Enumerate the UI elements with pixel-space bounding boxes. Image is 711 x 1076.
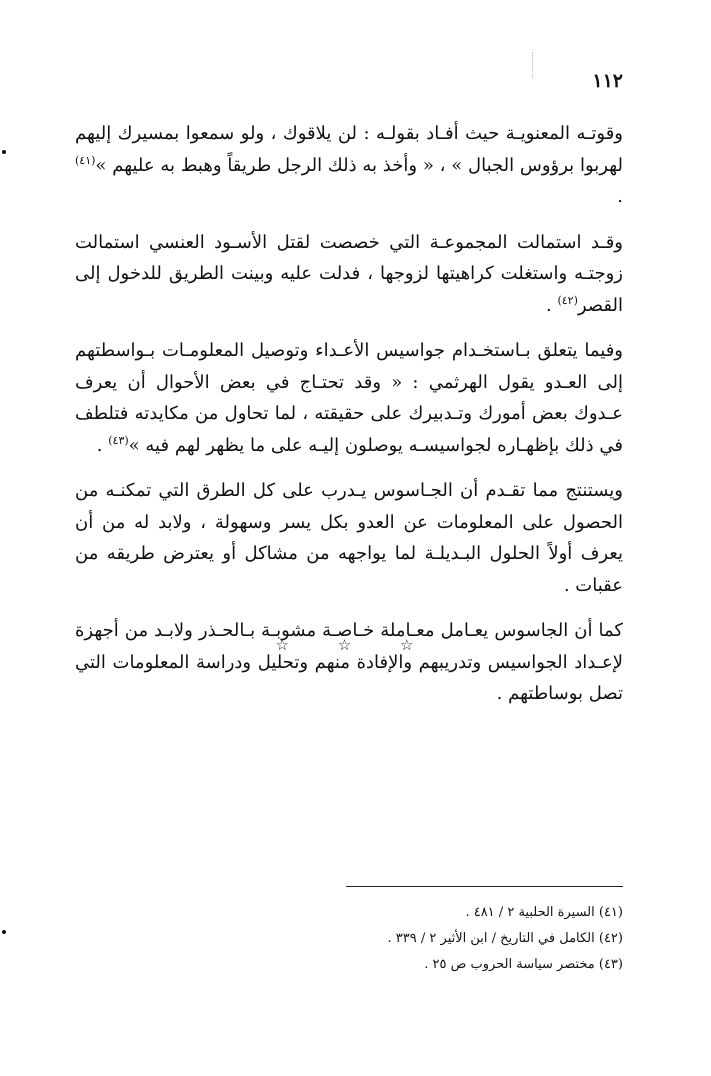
paragraph-3: وفيما يتعلق بـاستخـدام جواسيس الأعـداء وتوصيل المعلومـات بـواسطتهم إلى العـدو يقول الهرثمي : « وقد تحتـاج في بعض الأحوال أن يعرف عـدوك بعض أمورك وتـدبيرك على حقيقته ، لما تحاول من مكايدته فتلطف في ذلك بإظهـاره لجواسيسـه يوصلون إليـه على ما يظهر لهم فيه »$^{(٤٣)}$ .: [75, 340, 623, 456]
paragraph-5: كما أن الجاسوس يعـامل معـاملة خـاصـة مشوبـة بـالحـذر ولابـد من أجهزة لإعـداد الجواسيس وتدريبهم والإفادة منهم وتحليل ودراسة المعلومات التي تصل بوساطتهم .: [75, 620, 623, 704]
paragraph-4: ويستنتج مما تقـدم أن الجـاسوس يـدرب على كل الطرق التي تمكنـه من الحصول على المعلومات عن العدو بكل يسر وسهولة ، ولابد له من أن يعرف أولاً الحلول البـديلـة لما يواجهه من مشاكل أو يعترض طريقه من عقبات .: [75, 480, 623, 596]
footnote-divider: [346, 886, 623, 887]
footnote-ref-41[interactable]: (٤١): [75, 153, 96, 167]
paragraph-1: وقوتـه المعنويـة حيث أفـاد بقولـه : لن يلاقوك ، ولو سمعوا بمسيرك إليهم لهربوا برؤوس الجبال » ، « وأخذ به ذلك الرجل طريقاً وهبط به عليهم »$^{(٤١)}$ .: [75, 123, 623, 207]
footnote-43: (٤٣) مختصر سياسة الحروب ص ٢٥ .: [424, 957, 623, 972]
footnote-41: (٤١) السيرة الحلبية ٢ / ٤٨١ .: [465, 905, 623, 920]
footnotes: [75, 900, 623, 978]
footnote-42: (٤٢) الكامل في التاريخ / ابن الأثير ٢ / ٣٣٩ .: [387, 931, 623, 946]
scan-mark: [532, 52, 543, 78]
paragraph-2: وقـد استمالت المجموعـة التي خصصت لقتل الأسـود العنسي استمالت زوجتـه واستغلت كراهيتها لزوجها ، فدلت عليه وبينت الطريق للدخول إلى القصر$^{(٤٢)}$ .: [75, 231, 623, 316]
section-separator-stars: ☆ ☆ ☆: [275, 636, 436, 654]
page-number: ١١٢: [592, 70, 623, 92]
scan-dot-top: [2, 150, 6, 154]
footnote-ref-43[interactable]: (٤٣): [108, 433, 129, 447]
main-text: [75, 118, 623, 724]
scan-dot-bottom: [2, 930, 6, 934]
footnote-ref-42[interactable]: (٤٢): [557, 293, 578, 307]
